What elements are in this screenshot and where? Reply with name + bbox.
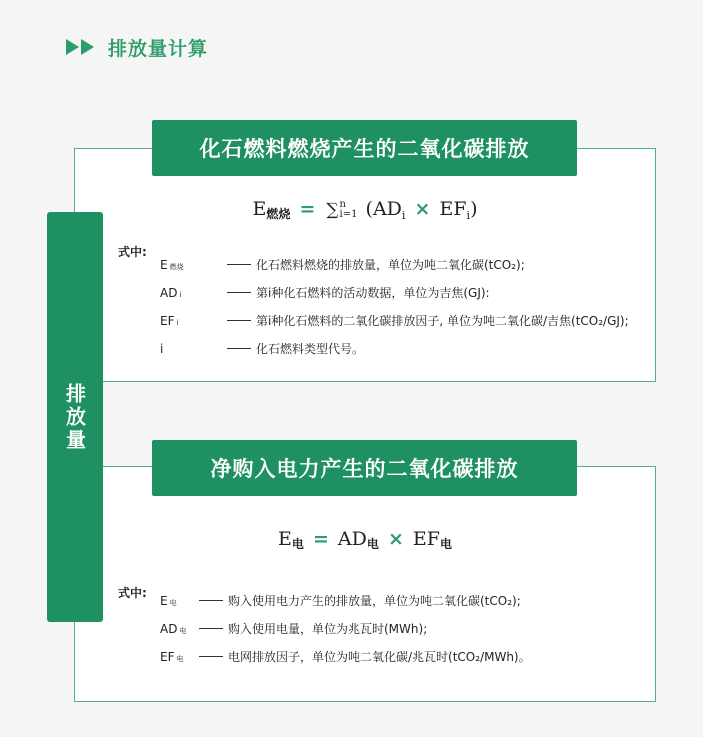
def-symbol: E (160, 593, 168, 608)
sum-symbol (326, 200, 357, 220)
formula-e-sub: 燃烧 (266, 207, 291, 221)
def-symbol: AD (160, 285, 178, 300)
dash-divider (199, 600, 223, 601)
formula-e-sub: 电 (291, 537, 304, 551)
formula-ad-sub: i (401, 209, 406, 222)
definition-row (160, 340, 364, 357)
dash-divider (227, 320, 251, 321)
electricity-banner: 净购入电力产生的二氧化碳排放 (152, 440, 577, 496)
sum-lower: i=1 (339, 209, 358, 220)
def-description: 第i种化石燃料的二氧化碳排放因子, 单位为吨二氧化碳/吉焦(tCO₂/GJ); (256, 314, 629, 328)
formula-ad: (AD (365, 198, 402, 220)
def-description: 电网排放因子，单位为吨二氧化碳/兆瓦时(tCO₂/MWh)。 (228, 650, 531, 664)
def-symbol-sub: 电 (176, 654, 184, 663)
dash-divider (227, 264, 251, 265)
def-symbol: EF (160, 313, 175, 328)
def-symbol-sub: 燃烧 (169, 262, 184, 271)
formula-ef-sub: 电 (439, 537, 452, 551)
def-description: 化石燃料类型代号。 (256, 342, 365, 356)
formula-close: ) (470, 198, 478, 220)
definition-row (160, 648, 531, 665)
formula-ef: EF (439, 198, 467, 220)
times-sign: × (414, 198, 431, 220)
formula-ad: AD (337, 528, 367, 550)
double-arrow-icon (66, 39, 96, 55)
def-description: 化石燃料燃烧的排放量，单位为吨二氧化碳(tCO₂); (256, 258, 525, 272)
section-header (66, 34, 208, 60)
electricity-card (74, 466, 656, 702)
electricity-formula (74, 528, 656, 552)
formula-ef-sub: i (466, 209, 471, 222)
dash-divider (227, 348, 251, 349)
dash-divider (227, 292, 251, 293)
formula-e: E (278, 528, 292, 550)
sidebar-label: 排放量 (62, 382, 87, 452)
def-symbol: AD (160, 621, 178, 636)
definition-row (160, 592, 521, 609)
def-symbol: E (160, 257, 168, 272)
sigma-icon: ∑ (326, 200, 339, 220)
definition-row (160, 284, 490, 301)
formula-ad-sub: 电 (366, 537, 379, 551)
definitions-intro: 式中: (118, 586, 147, 600)
sum-upper: n (339, 199, 346, 210)
page-title: 排放量计算 (108, 37, 209, 60)
def-description: 购入使用电力产生的排放量，单位为吨二氧化碳(tCO₂); (228, 594, 521, 608)
def-symbol: EF (160, 649, 175, 664)
fossil-fuel-formula (74, 198, 656, 222)
definitions-intro: 式中: (118, 245, 147, 259)
times-sign: × (387, 528, 404, 550)
dash-divider (199, 656, 223, 657)
dash-divider (199, 628, 223, 629)
formula-ef: EF (412, 528, 440, 550)
def-symbol-sub: 电 (169, 598, 177, 607)
definition-row (160, 620, 427, 637)
equals-sign: = (299, 198, 316, 220)
def-symbol: i (160, 341, 164, 356)
sidebar-tag (47, 212, 103, 622)
def-symbol-sub: i (179, 290, 182, 299)
definition-row (160, 256, 525, 273)
formula-e: E (252, 198, 267, 220)
equals-sign: = (312, 528, 329, 550)
definition-row (160, 312, 629, 329)
def-symbol-sub: i (176, 318, 179, 327)
def-description: 第i种化石燃料的活动数据，单位为吉焦(GJ): (256, 286, 490, 300)
def-symbol-sub: 电 (179, 626, 187, 635)
fossil-fuel-banner: 化石燃料燃烧产生的二氧化碳排放 (152, 120, 577, 176)
def-description: 购入使用电量，单位为兆瓦时(MWh); (228, 622, 428, 636)
